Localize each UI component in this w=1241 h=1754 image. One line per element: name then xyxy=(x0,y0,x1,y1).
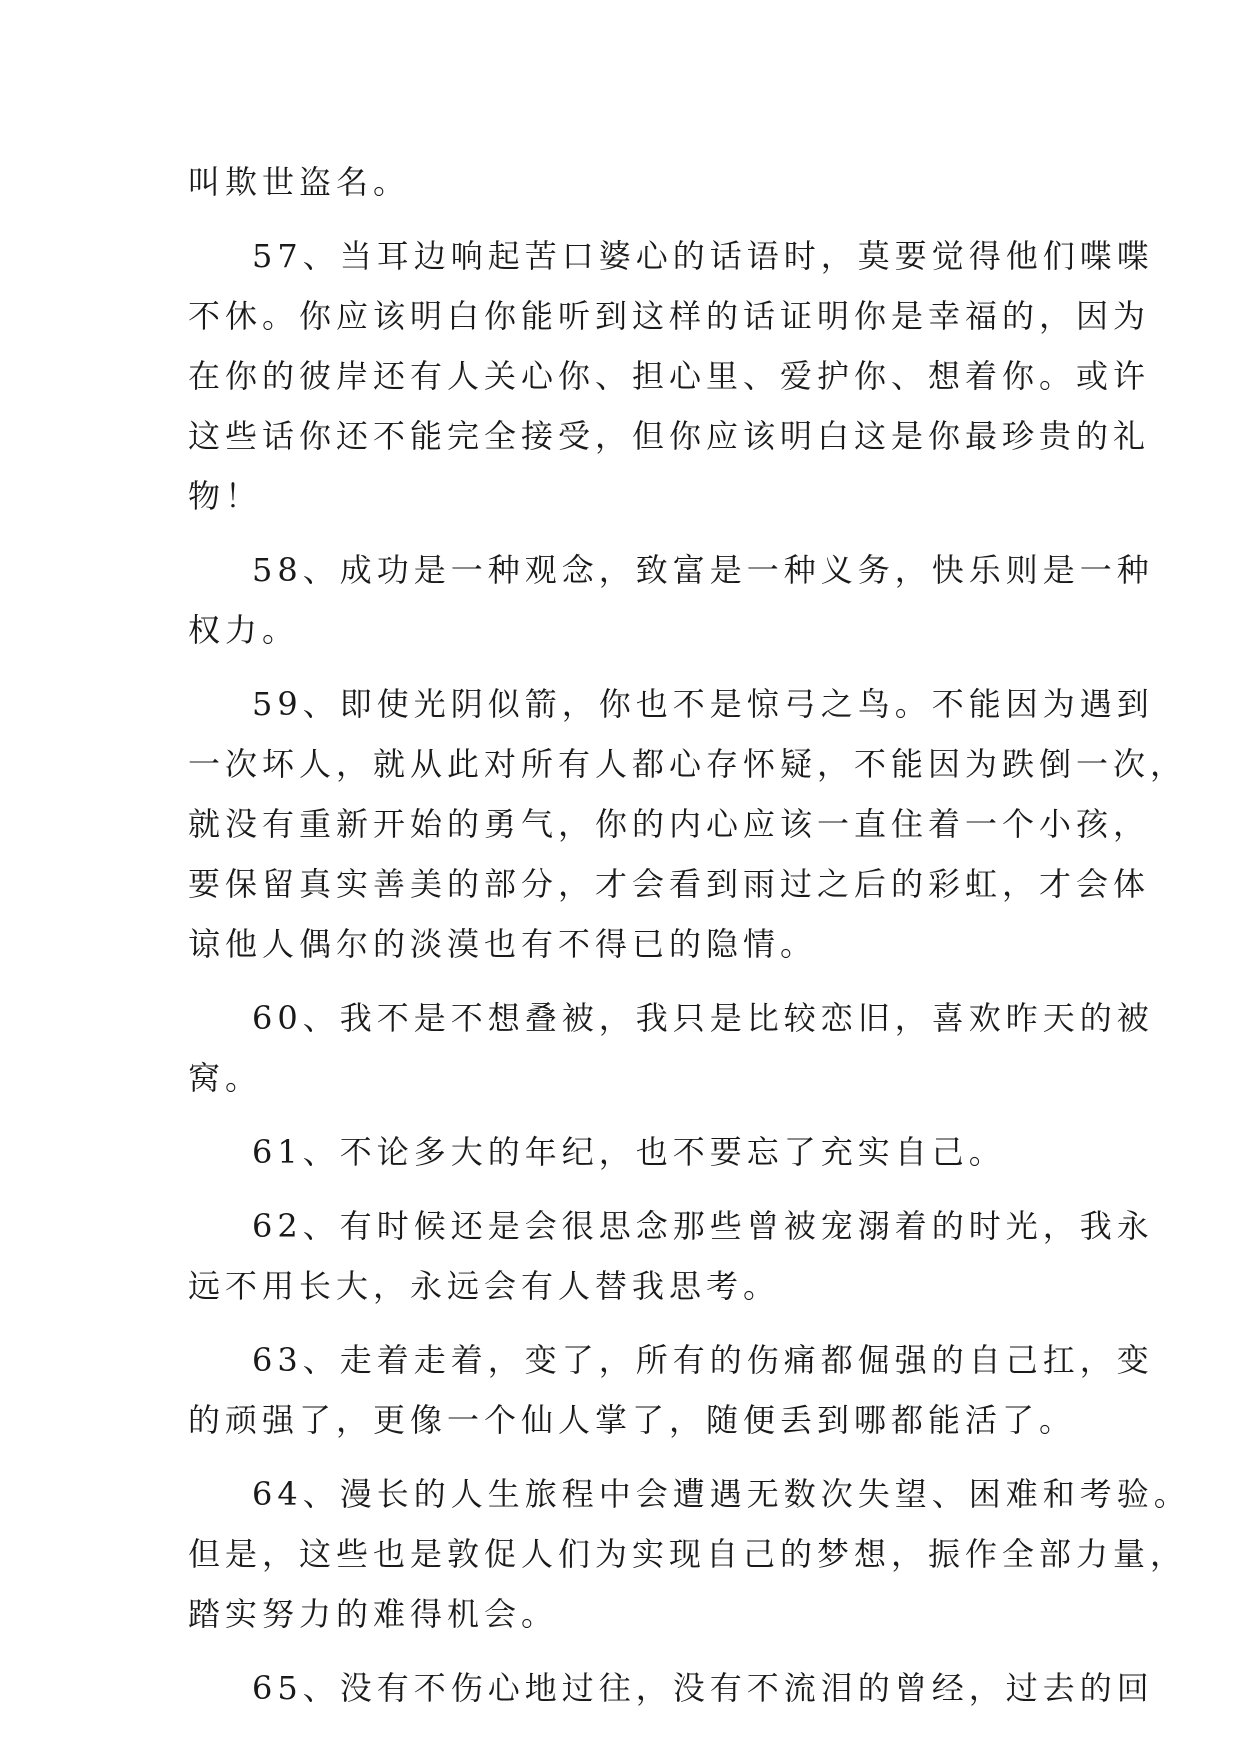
text-line: 要保留真实善美的部分，才会看到雨过之后的彩虹，才会体 xyxy=(188,865,1151,903)
text-line: 这些话你还不能完全接受，但你应该明白这是你最珍贵的礼 xyxy=(188,417,1151,455)
text-line: 窝。 xyxy=(188,1059,263,1097)
paragraph-61 xyxy=(188,1122,1054,1182)
text-line: 物！ xyxy=(188,477,263,515)
paragraph-59 xyxy=(188,674,1188,974)
paragraph-63 xyxy=(188,1330,1154,1450)
text-line: 踏实努力的难得机会。 xyxy=(188,1595,559,1633)
text-line: 不休。你应该明白你能听到这样的话证明你是幸福的，因为 xyxy=(188,297,1151,335)
paragraph-62 xyxy=(188,1196,1154,1316)
paragraph-60 xyxy=(188,988,1154,1108)
text-line: 在你的彼岸还有人关心你、担心里、爱护你、想着你。或许 xyxy=(188,357,1151,395)
text-line: 就没有重新开始的勇气，你的内心应该一直住着一个小孩， xyxy=(188,805,1151,843)
text-line: 的顽强了，更像一个仙人掌了，随便丢到哪都能活了。 xyxy=(188,1401,1077,1439)
paragraph-65 xyxy=(188,1658,1154,1718)
text-line: 谅他人偶尔的淡漠也有不得已的隐情。 xyxy=(188,925,818,963)
paragraph-64 xyxy=(188,1464,1191,1644)
paragraph-57 xyxy=(188,226,1154,526)
text-line: 63、走着走着，变了，所有的伤痛都倔强的自己扛，变 xyxy=(252,1341,1154,1379)
text-line: 但是，这些也是敦促人们为实现自己的梦想，振作全部力量， xyxy=(188,1535,1188,1573)
text-line: 叫欺世盗名。 xyxy=(188,163,411,201)
text-line: 64、漫长的人生旅程中会遭遇无数次失望、困难和考验。 xyxy=(252,1475,1191,1513)
text-line: 远不用长大，永远会有人替我思考。 xyxy=(188,1267,781,1305)
text-line: 一次坏人，就从此对所有人都心存怀疑，不能因为跌倒一次， xyxy=(188,745,1188,783)
document-body xyxy=(188,152,1191,1732)
text-line: 59、即使光阴似箭，你也不是惊弓之鸟。不能因为遇到 xyxy=(252,685,1154,723)
text-line: 60、我不是不想叠被，我只是比较恋旧，喜欢昨天的被 xyxy=(252,999,1154,1037)
text-line: 65、没有不伤心地过往，没有不流泪的曾经，过去的回 xyxy=(252,1669,1154,1707)
text-line: 权力。 xyxy=(188,611,300,649)
text-line: 57、当耳边响起苦口婆心的话语时，莫要觉得他们喋喋 xyxy=(252,237,1154,275)
text-line: 62、有时候还是会很思念那些曾被宠溺着的时光，我永 xyxy=(252,1207,1154,1245)
text-line: 61、不论多大的年纪，也不要忘了充实自己。 xyxy=(252,1133,1006,1171)
text-line: 58、成功是一种观念，致富是一种义务，快乐则是一种 xyxy=(252,551,1154,589)
paragraph xyxy=(188,152,1054,212)
paragraph-58 xyxy=(188,540,1154,660)
